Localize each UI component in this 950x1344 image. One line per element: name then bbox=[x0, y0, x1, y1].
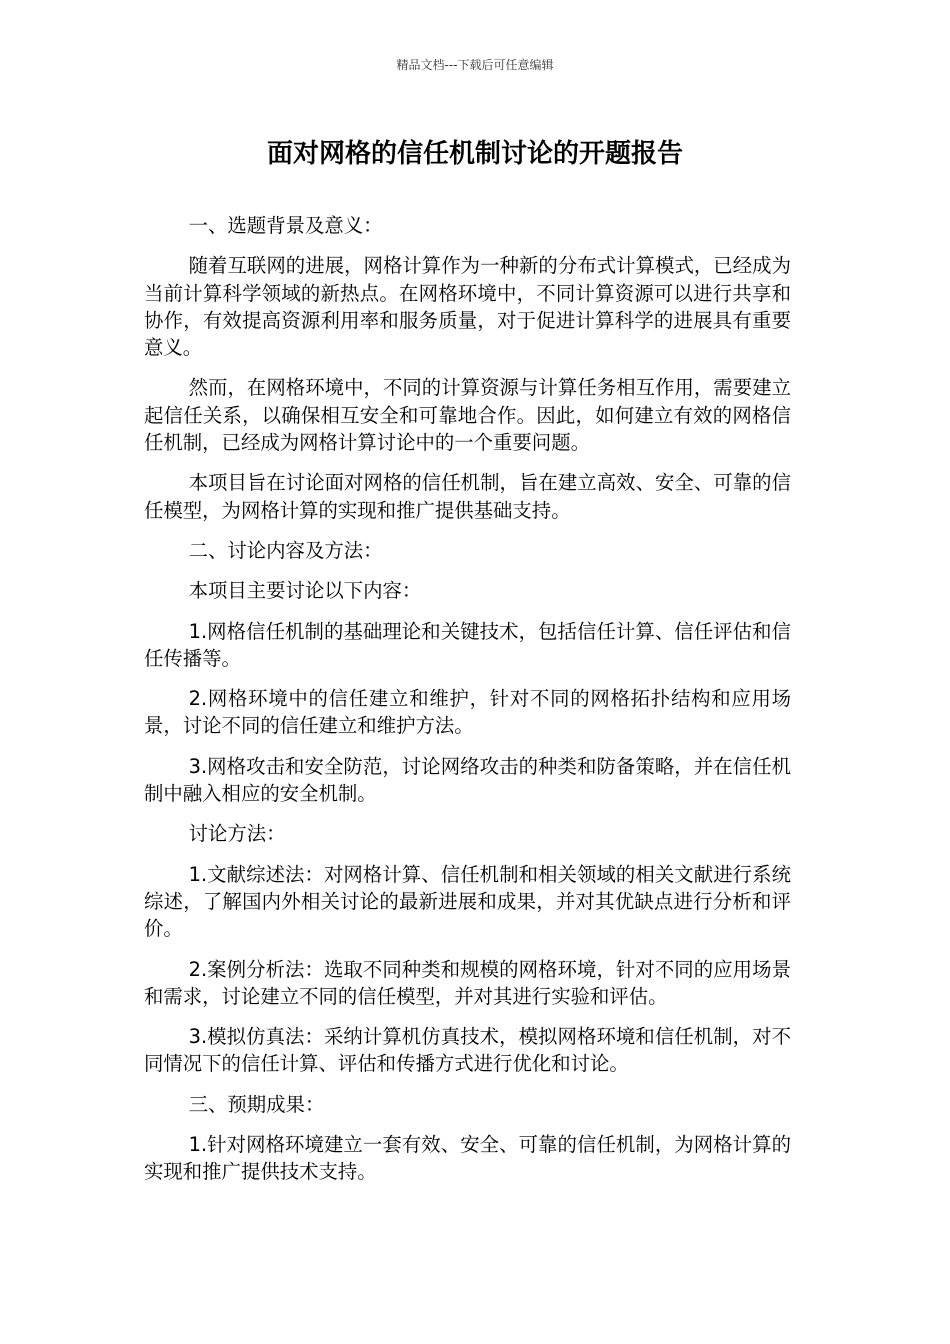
subheading-methods: 讨论方法： bbox=[188, 822, 286, 846]
paragraph-content-intro: 本项目主要讨论以下内容： bbox=[188, 579, 422, 603]
paragraph-background-1: 随着互联网的进展，网格计算作为一种新的分布式计算模式，已经成为当前计算科学领域的新热点。在网格环境中，不同计算资源可以进行共享和协作，有效提高资源利用率和服务质量，对于促进计算科学的进展具有重要意义。 bbox=[144, 254, 791, 360]
document-title: 面对网格的信任机制讨论的开题报告 bbox=[266, 139, 683, 169]
list-item-content-3: 3.网格攻击和安全防范，讨论网络攻击的种类和防备策略，并在信任机制中融入相应的安全机制。 bbox=[144, 754, 791, 806]
list-item-content-2: 2.网格环境中的信任建立和维护，针对不同的网格拓扑结构和应用场景，讨论不同的信任建立和维护方法。 bbox=[144, 687, 791, 738]
section-heading-content-methods: 二、讨论内容及方法： bbox=[188, 538, 383, 562]
list-item-result-1: 1.针对网格环境建立一套有效、安全、可靠的信任机制，为网格计算的实现和推广提供技术支持。 bbox=[144, 1133, 791, 1184]
list-item-content-1: 1.网格信任机制的基础理论和关键技术，包括信任计算、信任评估和信任传播等。 bbox=[144, 619, 791, 670]
paragraph-background-3: 本项目旨在讨论面对网格的信任机制，旨在建立高效、安全、可靠的信任模型，为网格计算的实现和推广提供基础支持。 bbox=[144, 471, 791, 522]
document-body bbox=[144, 212, 791, 1199]
list-item-method-3: 3.模拟仿真法：采纳计算机仿真技术，模拟网格环境和信任机制，对不同情况下的信任计算、评估和传播方式进行优化和讨论。 bbox=[144, 1025, 791, 1076]
paragraph-background-2: 然而，在网格环境中，不同的计算资源与计算任务相互作用，需要建立起信任关系，以确保相互安全和可靠地合作。因此，如何建立有效的网格信任机制，已经成为网格计算讨论中的一个重要问题。 bbox=[144, 376, 791, 455]
list-item-method-1: 1.文献综述法：对网格计算、信任机制和相关领域的相关文献进行系统综述，了解国内外相关讨论的最新进展和成果，并对其优缺点进行分析和评价。 bbox=[144, 862, 791, 941]
list-item-method-2: 2.案例分析法：选取不同种类和规模的网格环境，针对不同的应用场景和需求，讨论建立不同的信任模型，并对其进行实验和评估。 bbox=[144, 957, 791, 1008]
header-note: 精品文档---下载后可任意编辑 bbox=[396, 58, 554, 72]
section-heading-expected-results: 三、预期成果： bbox=[188, 1092, 325, 1116]
section-heading-background: 一、选题背景及意义： bbox=[188, 214, 383, 237]
